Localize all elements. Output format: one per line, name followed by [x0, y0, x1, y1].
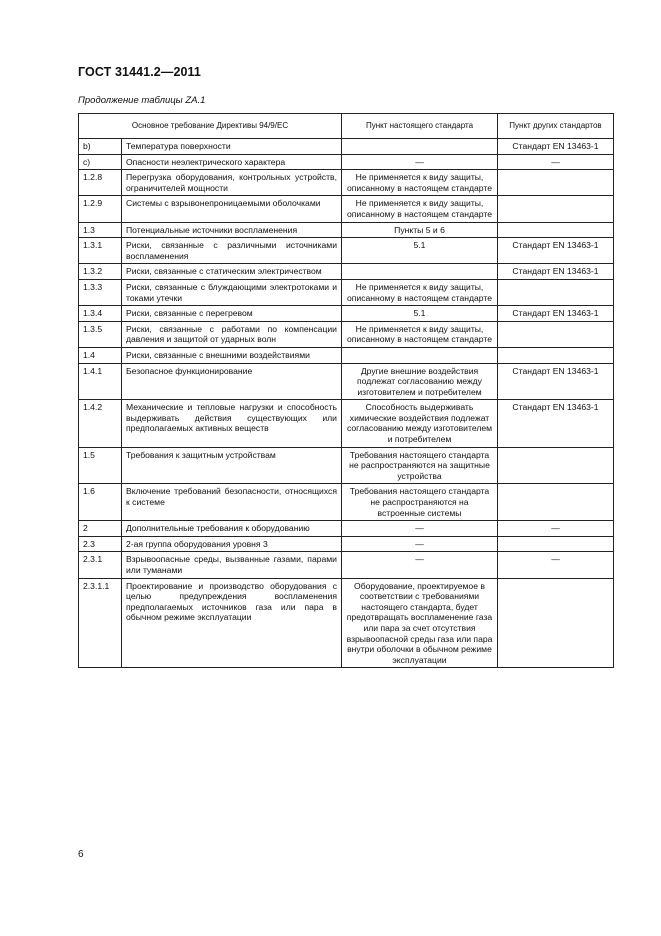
this-standard-point: —	[342, 552, 498, 578]
table-row	[79, 139, 614, 155]
table-row	[79, 347, 614, 363]
requirement-text: Температура поверхности	[122, 139, 342, 155]
table-row	[79, 447, 614, 484]
page-number: 6	[78, 849, 84, 860]
other-standards-point	[498, 170, 614, 196]
column-header-requirement: Основное требование Директивы 94/9/ЕС	[79, 114, 342, 139]
this-standard-point: Не применяется к виду защиты, описанному в настоящем стандарте	[342, 196, 498, 222]
requirement-text: 2-ая группа оборудования уровня 3	[122, 536, 342, 552]
table-row	[79, 578, 614, 668]
other-standards-point: Стандарт EN 13463-1	[498, 400, 614, 447]
this-standard-point: Не применяется к виду защиты, описанному в настоящем стандарте	[342, 279, 498, 305]
row-number: 1.3.1	[79, 238, 122, 264]
this-standard-point	[342, 264, 498, 280]
other-standards-point	[498, 279, 614, 305]
table-header-row	[79, 114, 614, 139]
row-number: c)	[79, 154, 122, 170]
other-standards-point	[498, 484, 614, 521]
other-standards-point	[498, 222, 614, 238]
table-caption: Продолжение таблицы ZA.1	[78, 95, 206, 106]
other-standards-point	[498, 447, 614, 484]
row-number: 1.4.2	[79, 400, 122, 447]
requirement-text: Системы с взрывонепроницаемыми оболочками	[122, 196, 342, 222]
row-number: 1.2.8	[79, 170, 122, 196]
requirement-text: Потенциальные источники воспламенения	[122, 222, 342, 238]
table-row	[79, 484, 614, 521]
other-standards-point	[498, 347, 614, 363]
this-standard-point: Пункты 5 и 6	[342, 222, 498, 238]
other-standards-point	[498, 196, 614, 222]
other-standards-point: Стандарт EN 13463-1	[498, 139, 614, 155]
table-row	[79, 306, 614, 322]
row-number: 1.3.2	[79, 264, 122, 280]
table-row	[79, 196, 614, 222]
row-number: 2.3.1	[79, 552, 122, 578]
requirements-table	[78, 113, 614, 668]
this-standard-point: 5.1	[342, 306, 498, 322]
requirement-text: Безопасное функционирование	[122, 363, 342, 400]
row-number: 1.2.9	[79, 196, 122, 222]
this-standard-point	[342, 139, 498, 155]
table-row	[79, 400, 614, 447]
requirement-text: Опасности неэлектрического характера	[122, 154, 342, 170]
row-number: 1.6	[79, 484, 122, 521]
table-row	[79, 238, 614, 264]
other-standards-point: —	[498, 552, 614, 578]
row-number: b)	[79, 139, 122, 155]
other-standards-point	[498, 536, 614, 552]
table-row	[79, 521, 614, 537]
row-number: 1.4.1	[79, 363, 122, 400]
row-number: 1.3	[79, 222, 122, 238]
other-standards-point	[498, 578, 614, 668]
table-row	[79, 222, 614, 238]
requirement-text: Механические и тепловые нагрузки и способность выдерживать действия существующих или предполагаемых активных веществ	[122, 400, 342, 447]
table-row	[79, 536, 614, 552]
other-standards-point: Стандарт EN 13463-1	[498, 306, 614, 322]
this-standard-point: 5.1	[342, 238, 498, 264]
table-row	[79, 552, 614, 578]
this-standard-point: Не применяется к виду защиты, описанному в настоящем стандарте	[342, 170, 498, 196]
this-standard-point: —	[342, 536, 498, 552]
this-standard-point: Требования настоящего стандарта не распространяются на защитные устройства	[342, 447, 498, 484]
this-standard-point: Способность выдерживать химические воздействия подлежат согласованию между изготовителем и потребителем	[342, 400, 498, 447]
requirement-text: Проектирование и производство оборудования с целью предупреждения воспламенения предполагаемых источников газа или пара в обычном режиме эксплуатации	[122, 578, 342, 668]
table-row	[79, 170, 614, 196]
row-number: 1.5	[79, 447, 122, 484]
requirement-text: Взрывоопасные среды, вызванные газами, парами или туманами	[122, 552, 342, 578]
table-row	[79, 264, 614, 280]
table-row	[79, 321, 614, 347]
this-standard-point: Требования настоящего стандарта не распространяются на встроенные системы	[342, 484, 498, 521]
row-number: 1.4	[79, 347, 122, 363]
other-standards-point: Стандарт EN 13463-1	[498, 363, 614, 400]
column-header-other-standards: Пункт других стандартов	[498, 114, 614, 139]
row-number: 1.3.3	[79, 279, 122, 305]
requirement-text: Риски, связанные с работами по компенсации давления и защитой от ударных волн	[122, 321, 342, 347]
this-standard-point: —	[342, 521, 498, 537]
requirement-text: Перегрузка оборудования, контрольных устройств, ограничителей мощности	[122, 170, 342, 196]
row-number: 1.3.4	[79, 306, 122, 322]
this-standard-point	[342, 347, 498, 363]
this-standard-point: Оборудование, проектируемое в соответствии с требованиями настоящего стандарта, будет предотвращать воспламенение газа или пара за счет отсутствия взрывоопасной среды газа или пара внутри оболочки в обычном режиме эксплуатации	[342, 578, 498, 668]
row-number: 2.3	[79, 536, 122, 552]
other-standards-point: Стандарт EN 13463-1	[498, 264, 614, 280]
this-standard-point: Не применяется к виду защиты, описанному в настоящем стандарте	[342, 321, 498, 347]
document-title: ГОСТ 31441.2—2011	[78, 65, 201, 79]
row-number: 2	[79, 521, 122, 537]
table-row	[79, 363, 614, 400]
table-body	[79, 139, 614, 668]
row-number: 2.3.1.1	[79, 578, 122, 668]
other-standards-point	[498, 321, 614, 347]
requirement-text: Дополнительные требования к оборудованию	[122, 521, 342, 537]
requirement-text: Риски, связанные с блуждающими электротоками и токами утечки	[122, 279, 342, 305]
this-standard-point: —	[342, 154, 498, 170]
requirement-text: Риски, связанные с внешними воздействиями	[122, 347, 342, 363]
row-number: 1.3.5	[79, 321, 122, 347]
requirement-text: Риски, связанные с перегревом	[122, 306, 342, 322]
table-row	[79, 154, 614, 170]
requirement-text: Требования к защитным устройствам	[122, 447, 342, 484]
column-header-this-standard: Пункт настоящего стандарта	[342, 114, 498, 139]
other-standards-point: —	[498, 154, 614, 170]
table-row	[79, 279, 614, 305]
this-standard-point: Другие внешние воздействия подлежат согласованию между изготовителем и потребителем	[342, 363, 498, 400]
other-standards-point: —	[498, 521, 614, 537]
requirement-text: Риски, связанные с различными источниками воспламенения	[122, 238, 342, 264]
other-standards-point: Стандарт EN 13463-1	[498, 238, 614, 264]
requirement-text: Включение требований безопасности, относящихся к системе	[122, 484, 342, 521]
requirement-text: Риски, связанные с статическим электричеством	[122, 264, 342, 280]
